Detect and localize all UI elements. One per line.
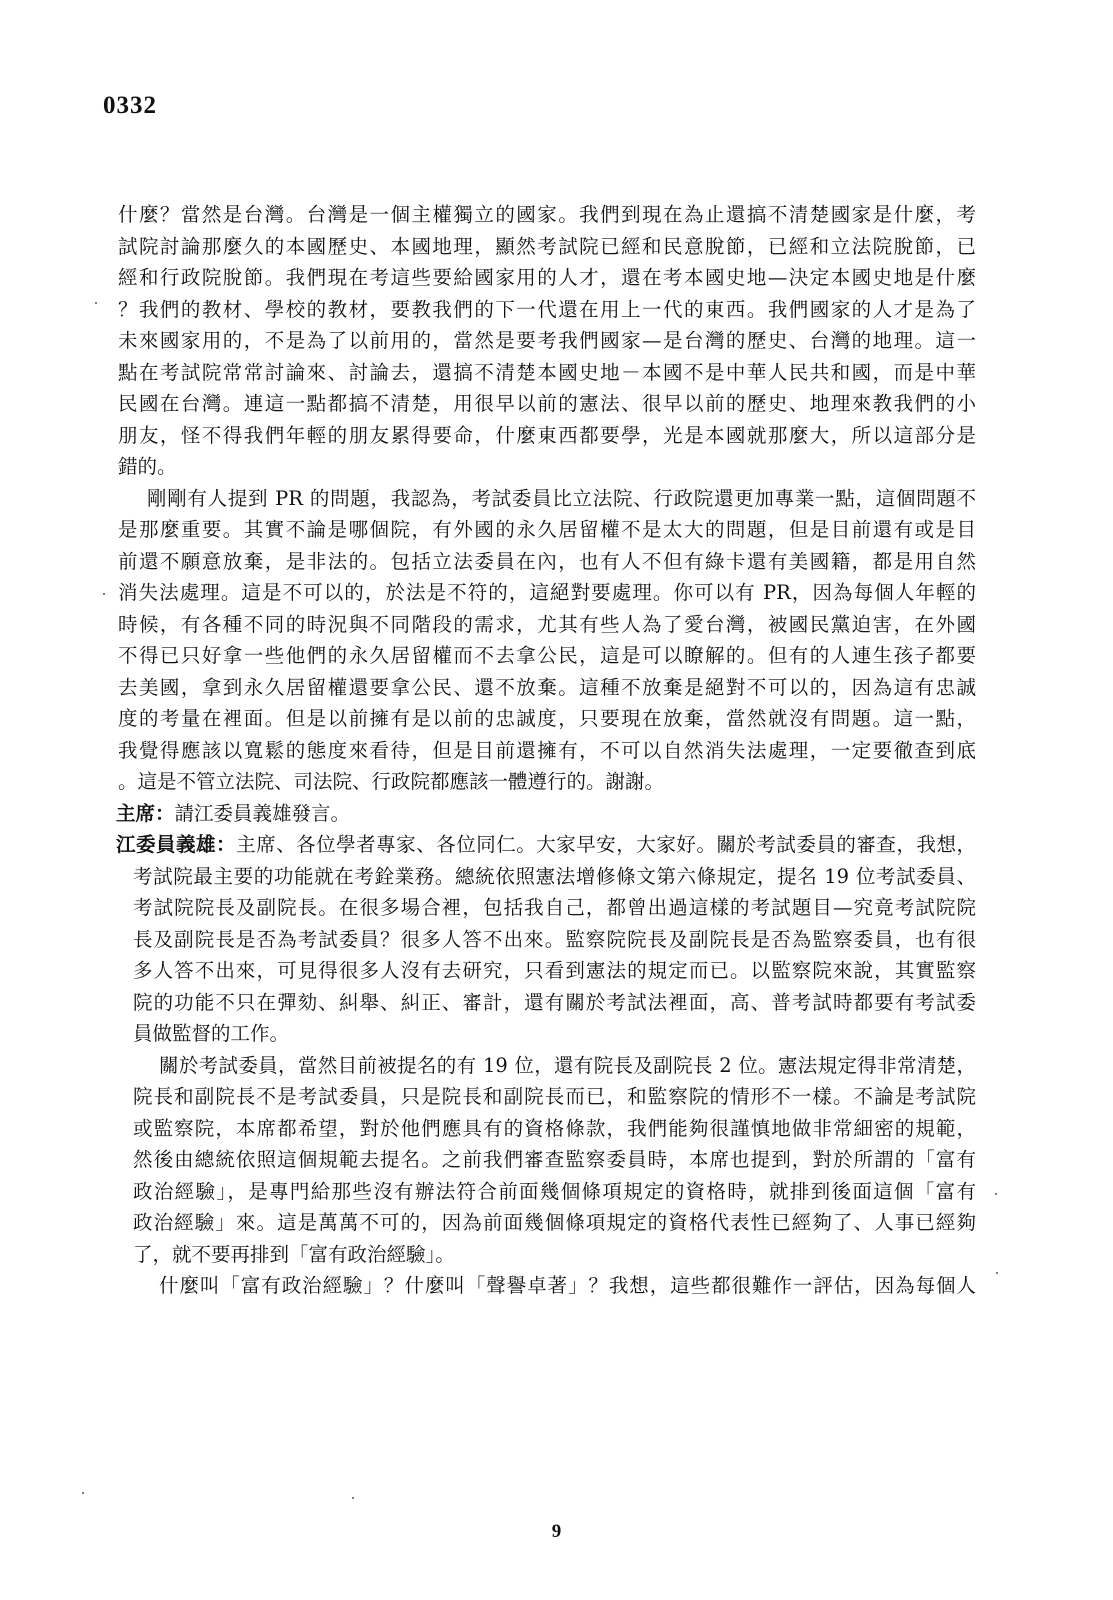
- text-line: 什麼叫「富有政治經驗」？什麼叫「聲譽卓著」？我想，這些都很難作一評估，因為每個人: [159, 1274, 976, 1297]
- text-line: 錯的。: [118, 455, 177, 478]
- text-line: 朋友，怪不得我們年輕的朋友累得要命，什麼東西都要學，光是本國就那麼大，所以這部分是: [118, 423, 976, 447]
- chair-turn: [116, 798, 976, 830]
- text-line: 未來國家用的，不是為了以前用的，當然是要考我們國家—是台灣的歷史、台灣的地理。這一: [118, 329, 976, 352]
- text-line: 經和行政院脫節。我們現在考這些要給國家用的人才，還在考本國史地—決定本國史地是什麼: [118, 266, 976, 289]
- text-line: 考試院最主要的功能就在考銓業務。總統依照憲法增修條文第六條規定，提名 19 位考試委員、: [133, 864, 976, 888]
- speech-text: 請江委員義雄發言。: [174, 801, 351, 825]
- text-line: 剛剛有人提到 PR 的問題，我認為，考試委員比立法院、行政院還更加專業一點，這個問題不: [147, 486, 976, 510]
- speaker-first-line: [116, 829, 976, 861]
- text-line: 度的考量在裡面。但是以前擁有是以前的忠誠度，只要現在放棄，當然就沒有問題。這一點，: [118, 707, 976, 730]
- text-line: 院長和副院長不是考試委員，只是院長和副院長而已，和監察院的情形不一樣。不論是考試院: [133, 1085, 976, 1108]
- scan-speck: [82, 1492, 84, 1494]
- page-number: 9: [551, 1521, 562, 1542]
- text-line: 了，就不要再排到「富有政治經驗」。: [133, 1242, 455, 1266]
- text-line: 然後由總統依照這個規範去提名。之前我們審查監察委員時，本席也提到，對於所謂的「富有: [133, 1148, 976, 1171]
- paragraph-exam-committee: [118, 1050, 976, 1271]
- speaker-label: 主席：: [116, 801, 175, 825]
- speech-text: 主席、各位學者專家、各位同仁。大家早安，大家好。關於考試委員的審查，我想，: [236, 833, 976, 856]
- scan-speck: [352, 1497, 354, 1499]
- paragraph-continued: [118, 199, 976, 483]
- text-line: 點在考試院常常討論來、討論去，還搞不清楚本國史地－本國不是中華人民共和國，而是中華: [118, 360, 976, 384]
- scan-speck: [103, 593, 105, 595]
- text-line: 多人答不出來，可見得很多人沒有去研究，只看到憲法的規定而已。以監察院來說，其實監察: [133, 959, 976, 982]
- text-line: 什麼？當然是台灣。台灣是一個主權獨立的國家。我們到現在為止還搞不清楚國家是什麼，考: [118, 203, 976, 226]
- text-line: 不得已只好拿一些他們的永久居留權而不去拿公民，這是可以瞭解的。但有的人連生孩子都要: [118, 644, 976, 667]
- text-line: 政治經驗」來。這是萬萬不可的，因為前面幾個條項規定的資格代表性已經夠了、人事已經夠: [133, 1211, 976, 1234]
- text-line: 去美國，拿到永久居留權還要拿公民、還不放棄。這種不放棄是絕對不可以的，因為這有忠誠: [118, 675, 976, 699]
- text-line: 前還不願意放棄，是非法的。包括立法委員在內，也有人不但有綠卡還有美國籍，都是用自然: [118, 549, 976, 573]
- text-line: 試院討論那麼久的本國歷史、本國地理，顯然考試院已經和民意脫節，已經和立法院脫節，已: [118, 234, 976, 258]
- text-line: 院的功能不只在彈劾、糾舉、糾正、審計，還有關於考試法裡面，高、普考試時都要有考試委: [133, 990, 976, 1014]
- speaker-label: 江委員義雄：: [116, 833, 237, 856]
- paragraph-political-experience: [118, 1270, 976, 1302]
- paragraph-pr-issue: [118, 483, 976, 798]
- document-stamp-number: 0332: [103, 92, 157, 119]
- text-line: 民國在台灣。連這一點都搞不清楚，用很早以前的憲法、很早以前的歷史、地理來教我們的小: [118, 392, 976, 415]
- text-line: 我覺得應該以寬鬆的態度來看待，但是目前還擁有，不可以自然消失法處理，一定要徹查到底: [118, 738, 976, 762]
- text-line: 考試院院長及副院長。在很多場合裡，包括我自己，都曾出過這樣的考試題目—究竟考試院院: [133, 896, 976, 919]
- transcript-body: [118, 199, 976, 1302]
- text-line: 員做監督的工作。: [133, 1022, 290, 1045]
- text-line: 時候，有各種不同的時況與不同階段的需求，尤其有些人為了愛台灣，被國民黨迫害，在外國: [118, 612, 976, 636]
- text-line: 政治經驗」，是專門給那些沒有辦法符合前面幾個條項規定的資格時，就排到後面這個「富有: [133, 1179, 976, 1203]
- text-line: 。這是不管立法院、司法院、行政院都應該一體遵行的。謝謝。: [118, 770, 665, 793]
- text-line: 消失法處理。這是不可以的，於法是不符的，這絕對要處理。你可以有 PR，因為每個人年輕的: [118, 581, 976, 604]
- text-line: 是那麼重要。其實不論是哪個院，有外國的永久居留權不是太大的問題，但是目前還有或是目: [118, 518, 976, 541]
- text-line: 關於考試委員，當然目前被提名的有 19 位，還有院長及副院長 2 位。憲法規定得非常清楚，: [159, 1053, 976, 1077]
- scan-speck: [995, 1193, 997, 1195]
- text-line: 長及副院長是否為考試委員？很多人答不出來。監察院院長及副院長是否為監察委員，也有很: [133, 927, 976, 951]
- scan-speck: [95, 302, 97, 304]
- text-line: 或監察院，本席都希望，對於他們應具有的資格條款，我們能夠很謹慎地做非常細密的規範，: [133, 1116, 976, 1140]
- jiang-turn: [118, 829, 976, 1050]
- text-line: ？我們的教材、學校的教材，要教我們的下一代還在用上一代的東西。我們國家的人才是為了: [118, 297, 976, 321]
- scan-speck: [996, 1272, 998, 1274]
